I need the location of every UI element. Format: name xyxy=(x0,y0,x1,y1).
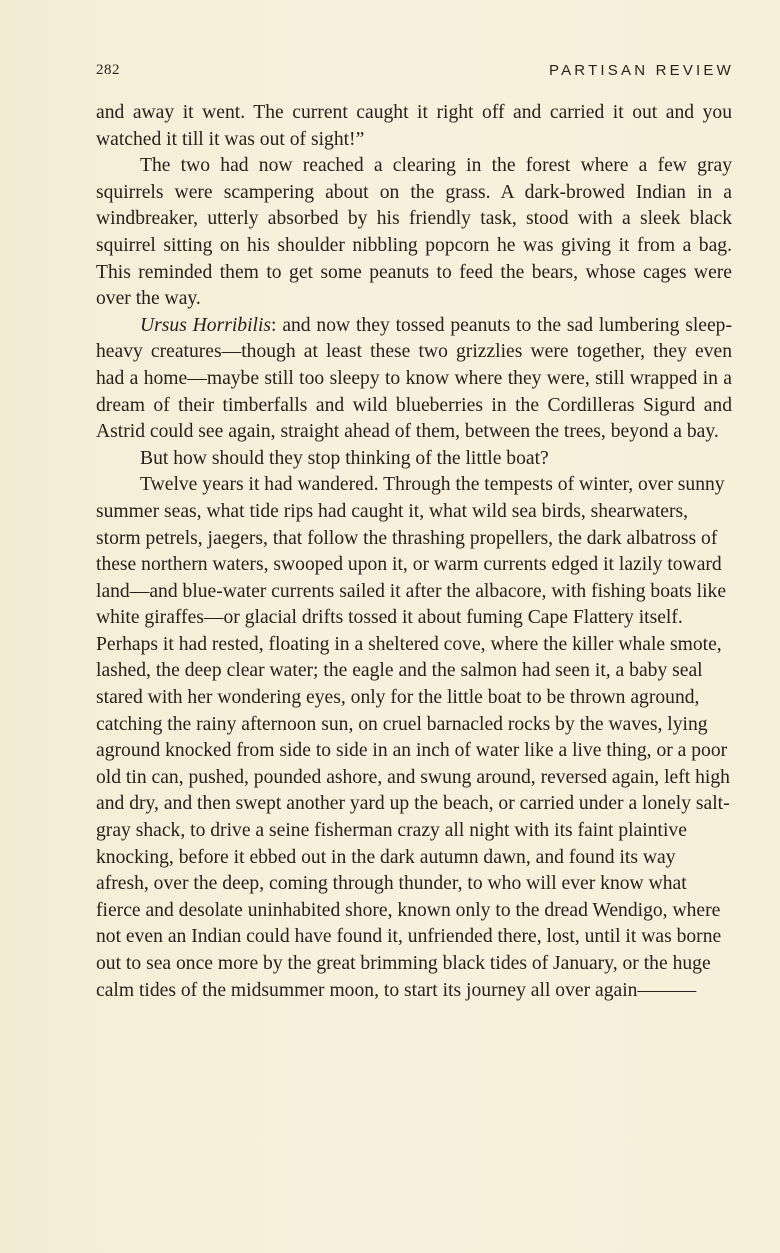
paragraph-3 xyxy=(96,313,732,446)
paragraph-3-text: : and now they tossed peanuts to the sad lumbering sleep-heavy creatures—though at least these two grizzlies were together, they even had a home—maybe still too sleepy to know where they were, still wrapped in a dream of their timberfalls and wild blueberries in the Cordilleras Sigurd and Astrid could see again, straight ahead of them, between the trees, beyond a bay. xyxy=(96,314,732,443)
page-header xyxy=(96,62,734,84)
paragraph-3-italic-lead: Ursus Horribilis xyxy=(140,314,272,336)
body-text xyxy=(96,100,732,1004)
paragraph-2: The two had now reached a clearing in the forest where a few gray squirrels were scampering about on the grass. A dark-browed Indian in a windbreaker, utterly absorbed by his friendly task, stood with a sleek black squirrel sitting on his shoulder nibbling popcorn he was giving it from a bag. This reminded them to get some peanuts to feed the bears, whose cages were over the way. xyxy=(96,155,732,310)
paragraph-5: Twelve years it had wandered. Through the tempests of winter, over sunny summer seas, what tide rips had caught it, what wild sea birds, shearwaters, storm petrels, jaegers, that follow the thrashing propellers, the dark albatross of these northern waters, swooped upon it, or warm currents edged it lazily toward land—and blue-water currents sailed it after the albacore, with fishing boats like white giraffes—or glacial drifts tossed it about fuming Cape Flattery itself. Perhaps it had rested, floating in a sheltered cove, where the killer whale smote, lashed, the deep clear water; the eagle and the salmon had seen it, a baby seal stared with her wondering eyes, only for the little boat to be thrown aground, catching the rainy afternoon sun, on cruel barnacled rocks by the waves, lying aground knocked from side to side in an inch of water like a live thing, or a poor old tin can, pushed, pounded ashore, and swung around, reversed again, left high and dry, and then swept another yard up the beach, or carried under a lonely salt-gray shack, to drive a seine fisherman crazy all night with its faint plaintive knocking, before it ebbed out in the dark autumn dawn, and found its way afresh, over the deep, coming through thunder, to who will ever know what fierce and desolate uninhabited shore, known only to the dread Wendigo, where not even an Indian could have found it, unfriended there, lost, until it was borne out to sea once more by the great brimming black tides of January, or the huge calm tides of the midsummer moon, to start its journey all over again——— xyxy=(96,474,730,1001)
paragraph-4: But how should they stop thinking of the little boat? xyxy=(140,447,549,469)
page-number: 282 xyxy=(96,62,120,78)
running-title: PARTISAN REVIEW xyxy=(549,62,734,79)
paragraph-1: and away it went. The current caught it right off and carried it out and you watched it till it was out of sight!” xyxy=(96,102,732,150)
